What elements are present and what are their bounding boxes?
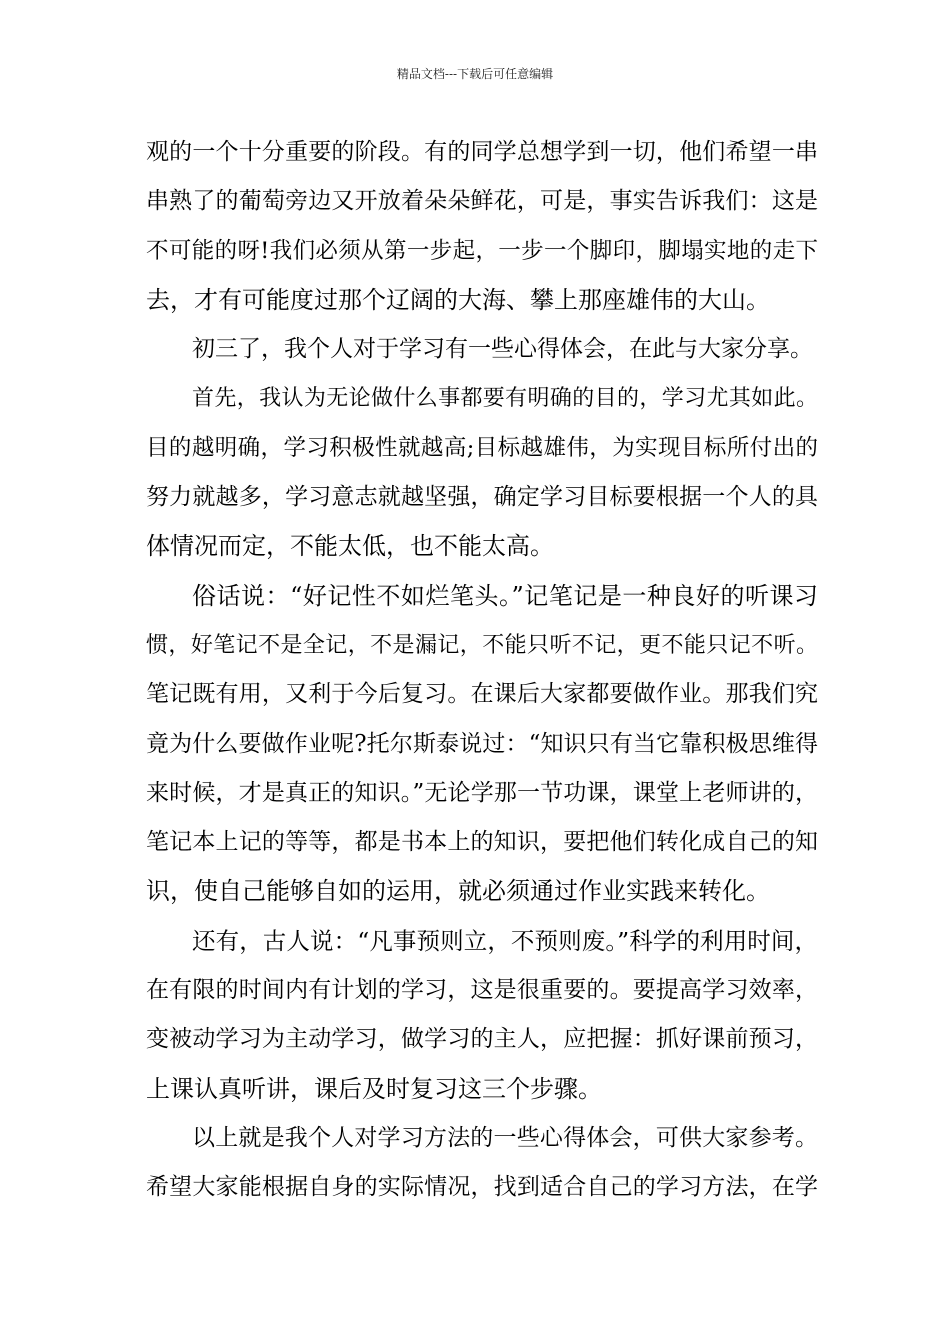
body-text: [146, 128, 818, 1213]
text-line: 首先，我认为无论做什么事都要有明确的目的，学习尤其如此。: [192, 386, 818, 412]
text-line: 去，才有可能度过那个辽阔的大海、攀上那座雄伟的大山。: [146, 285, 770, 314]
text-line: 惯，好笔记不是全记，不是漏记，不能只听不记，更不能只记不听。: [146, 632, 818, 658]
text-line: 竟为什么要做作业呢?托尔斯泰说过：“知识只有当它靠积极思维得: [146, 730, 818, 757]
text-line: 俗话说：“好记性不如烂笔头。”记笔记是一种良好的听课习: [192, 581, 818, 610]
text-line: 变被动学习为主动学习，做学习的主人，应把握：抓好课前预习，: [146, 1026, 818, 1053]
text-line: 不可能的呀!我们必须从第一步起，一步一个脚印，脚塌实地的走下: [146, 237, 818, 264]
text-line: 初三了，我个人对于学习有一些心得体会，在此与大家分享。: [192, 336, 813, 363]
text-line: 上课认真听讲，课后及时复习这三个步骤。: [146, 1074, 602, 1103]
page-header: 精品文档---下载后可任意编辑: [396, 67, 554, 81]
text-line: 来时候，才是真正的知识。”无论学那一节功课，课堂上老师讲的，: [146, 779, 818, 806]
text-line: 识，使自己能够自如的运用，就必须通过作业实践来转化。: [146, 877, 770, 906]
text-line: 目的越明确，学习积极性就越高;目标越雄伟，为实现目标所付出的: [146, 434, 818, 461]
text-line: 在有限的时间内有计划的学习，这是很重要的。要提高学习效率，: [146, 977, 818, 1004]
text-line: 还有，古人说：“凡事预则立，不预则废。”科学的利用时间，: [192, 926, 818, 955]
text-line: 体情况而定，不能太低，也不能太高。: [146, 532, 554, 561]
text-line: 努力就越多，学习意志就越坚强，确定学习目标要根据一个人的具: [146, 484, 818, 511]
text-line: 观的一个十分重要的阶段。有的同学总想学到一切，他们希望一串: [146, 139, 818, 165]
text-line: 希望大家能根据自身的实际情况，找到适合自己的学习方法，在学: [146, 1174, 818, 1201]
text-line: 串熟了的葡萄旁边又开放着朵朵鲜花，可是，事实告诉我们：这是: [146, 188, 818, 215]
text-line: 以上就是我个人对学习方法的一些心得体会，可供大家参考。: [192, 1124, 818, 1151]
text-line: 笔记本上记的等等，都是书本上的知识，要把他们转化成自己的知: [146, 829, 818, 856]
text-line: 笔记既有用，又利于今后复习。在课后大家都要做作业。那我们究: [146, 681, 818, 708]
